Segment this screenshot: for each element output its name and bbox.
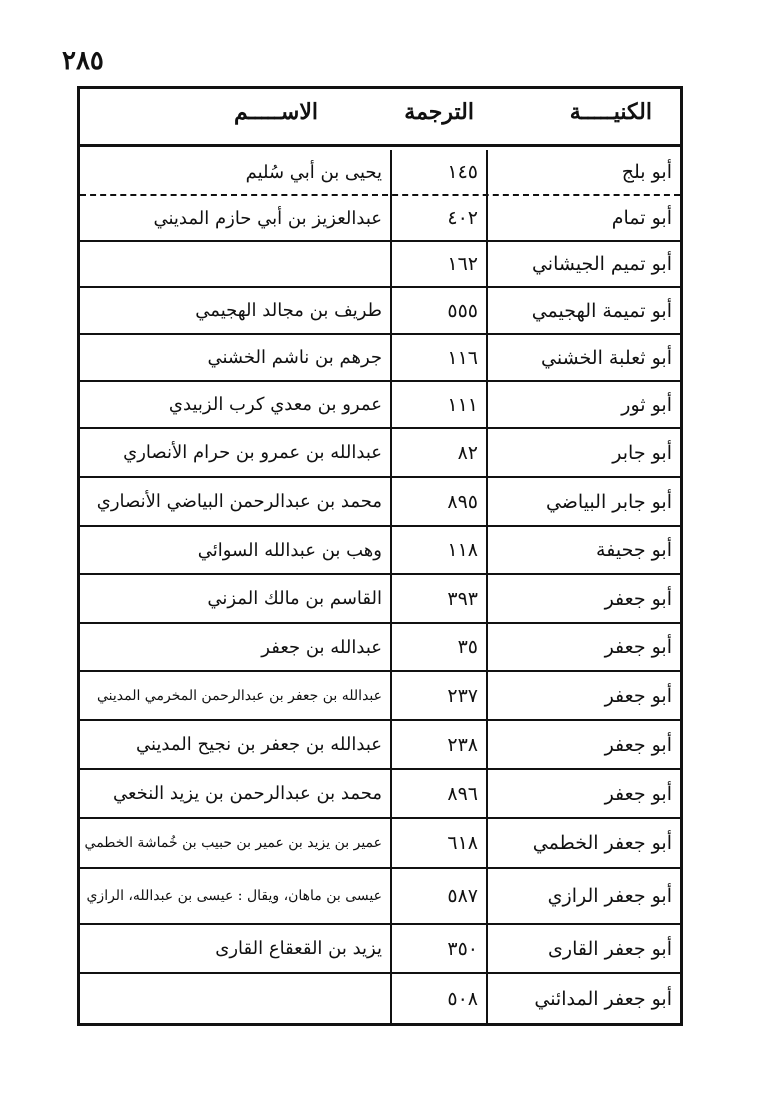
name-cell: جرهم بن ناشم الخشني <box>207 347 382 368</box>
tarjama-number-cell: ١١٨ <box>447 539 478 561</box>
name-cell: عبدالله بن جعفر بن نجيح المديني <box>135 734 382 755</box>
tarjama-number-cell: ١١١ <box>447 393 478 416</box>
tarjama-number-cell: ٥٨٧ <box>447 885 478 907</box>
name-cell: عمير بن يزيد بن عمير بن حبيب بن خُماشة الخطمي <box>84 835 382 851</box>
tarjama-number-cell: ٤٠٢ <box>447 207 478 229</box>
table-header <box>80 89 680 147</box>
header-ism: الاســـــم <box>234 99 318 125</box>
name-cell: عبدالله بن جعفر <box>261 636 382 658</box>
table-row <box>80 288 680 335</box>
name-cell: القاسم بن مالك المزني <box>207 588 382 609</box>
table-row <box>80 527 680 575</box>
kunya-cell: أبو جعفر <box>604 782 672 805</box>
name-cell: عبدالعزيز بن أبي حازم المديني <box>153 207 382 229</box>
kunya-cell: أبو جابر البياضي <box>545 490 672 513</box>
tarjama-number-cell: ١٦٢ <box>447 253 478 275</box>
tarjama-number-cell: ٦١٨ <box>447 832 478 854</box>
tarjama-number-cell: ٣٥ <box>457 636 478 658</box>
kunya-cell: أبو جعفر القارى <box>548 937 672 960</box>
kunya-cell: أبو بلج <box>621 161 672 183</box>
name-cell: طريف بن مجالد الهجيمي <box>195 300 382 321</box>
kunya-cell: أبو جعفر الخطمي <box>532 832 672 854</box>
name-cell: عمرو بن معدي كرب الزبيدي <box>168 394 382 415</box>
name-cell: محمد بن عبدالرحمن البياضي الأنصاري <box>96 491 382 512</box>
table-row <box>80 672 680 721</box>
header-tarjama: الترجمة <box>404 99 474 125</box>
table-row <box>80 770 680 819</box>
register-table <box>77 86 683 1026</box>
kunya-cell: أبو ثعلبة الخشني <box>541 346 672 369</box>
name-cell: عبدالله بن جعفر بن عبدالرحمن المخرمي المديني <box>96 687 382 704</box>
kunya-cell: أبو جعفر المدائني <box>534 987 672 1010</box>
kunya-cell: أبو جابر <box>612 441 672 464</box>
table-row <box>80 196 680 242</box>
table-row <box>80 974 680 1023</box>
kunya-cell: أبو تميم الجيشاني <box>531 253 672 275</box>
tarjama-number-cell: ٨٩٦ <box>447 782 478 805</box>
tarjama-number-cell: ٢٣٧ <box>447 684 478 707</box>
tarjama-number-cell: ١١٦ <box>447 346 478 369</box>
table-row <box>80 819 680 869</box>
page-number: ٢٨٥ <box>62 46 104 76</box>
tarjama-number-cell: ٨٩٥ <box>447 490 478 513</box>
header-kunya: الكنيـــــة <box>569 99 652 125</box>
table-row <box>80 429 680 478</box>
table-row <box>80 335 680 382</box>
tarjama-number-cell: ٢٣٨ <box>447 733 478 756</box>
name-cell: عيسى بن ماهان، ويقال : عيسى بن عبدالله، الرازي <box>86 888 382 904</box>
table-row <box>80 624 680 672</box>
tarjama-number-cell: ٣٩٣ <box>447 587 478 610</box>
table-row <box>80 150 680 196</box>
name-cell: يحيى بن أبي سُليم <box>245 161 382 183</box>
kunya-cell: أبو جعفر <box>604 684 672 707</box>
tarjama-number-cell: ٣٥٠ <box>447 937 478 960</box>
name-cell: عبدالله بن عمرو بن حرام الأنصاري <box>123 442 382 463</box>
tarjama-number-cell: ٥٥٥ <box>447 299 478 322</box>
table-row <box>80 382 680 429</box>
name-cell: وهب بن عبدالله السوائي <box>197 539 382 561</box>
table-row <box>80 575 680 624</box>
table-row <box>80 478 680 527</box>
kunya-cell: أبو تميمة الهجيمي <box>531 299 672 322</box>
name-cell: يزيد بن القعقاع القارى <box>215 938 382 959</box>
tarjama-number-cell: ١٤٥ <box>447 161 478 183</box>
table-row <box>80 869 680 925</box>
name-cell <box>82 242 388 286</box>
kunya-cell: أبو جعفر <box>604 733 672 756</box>
kunya-cell: أبو جعفر <box>604 587 672 610</box>
tarjama-number-cell: ٥٠٨ <box>447 987 478 1010</box>
kunya-cell: أبو تمام <box>611 207 672 229</box>
kunya-cell: أبو جعفر <box>604 636 672 658</box>
kunya-cell: أبو جعفر الرازي <box>547 885 672 907</box>
table-row <box>80 242 680 288</box>
table-row <box>80 925 680 974</box>
name-cell: محمد بن عبدالرحمن بن يزيد النخعي <box>112 783 382 804</box>
name-cell <box>82 974 388 1023</box>
table-row <box>80 721 680 770</box>
kunya-cell: أبو ثور <box>621 393 672 416</box>
tarjama-number-cell: ٨٢ <box>457 441 478 464</box>
kunya-cell: أبو جحيفة <box>596 539 672 561</box>
